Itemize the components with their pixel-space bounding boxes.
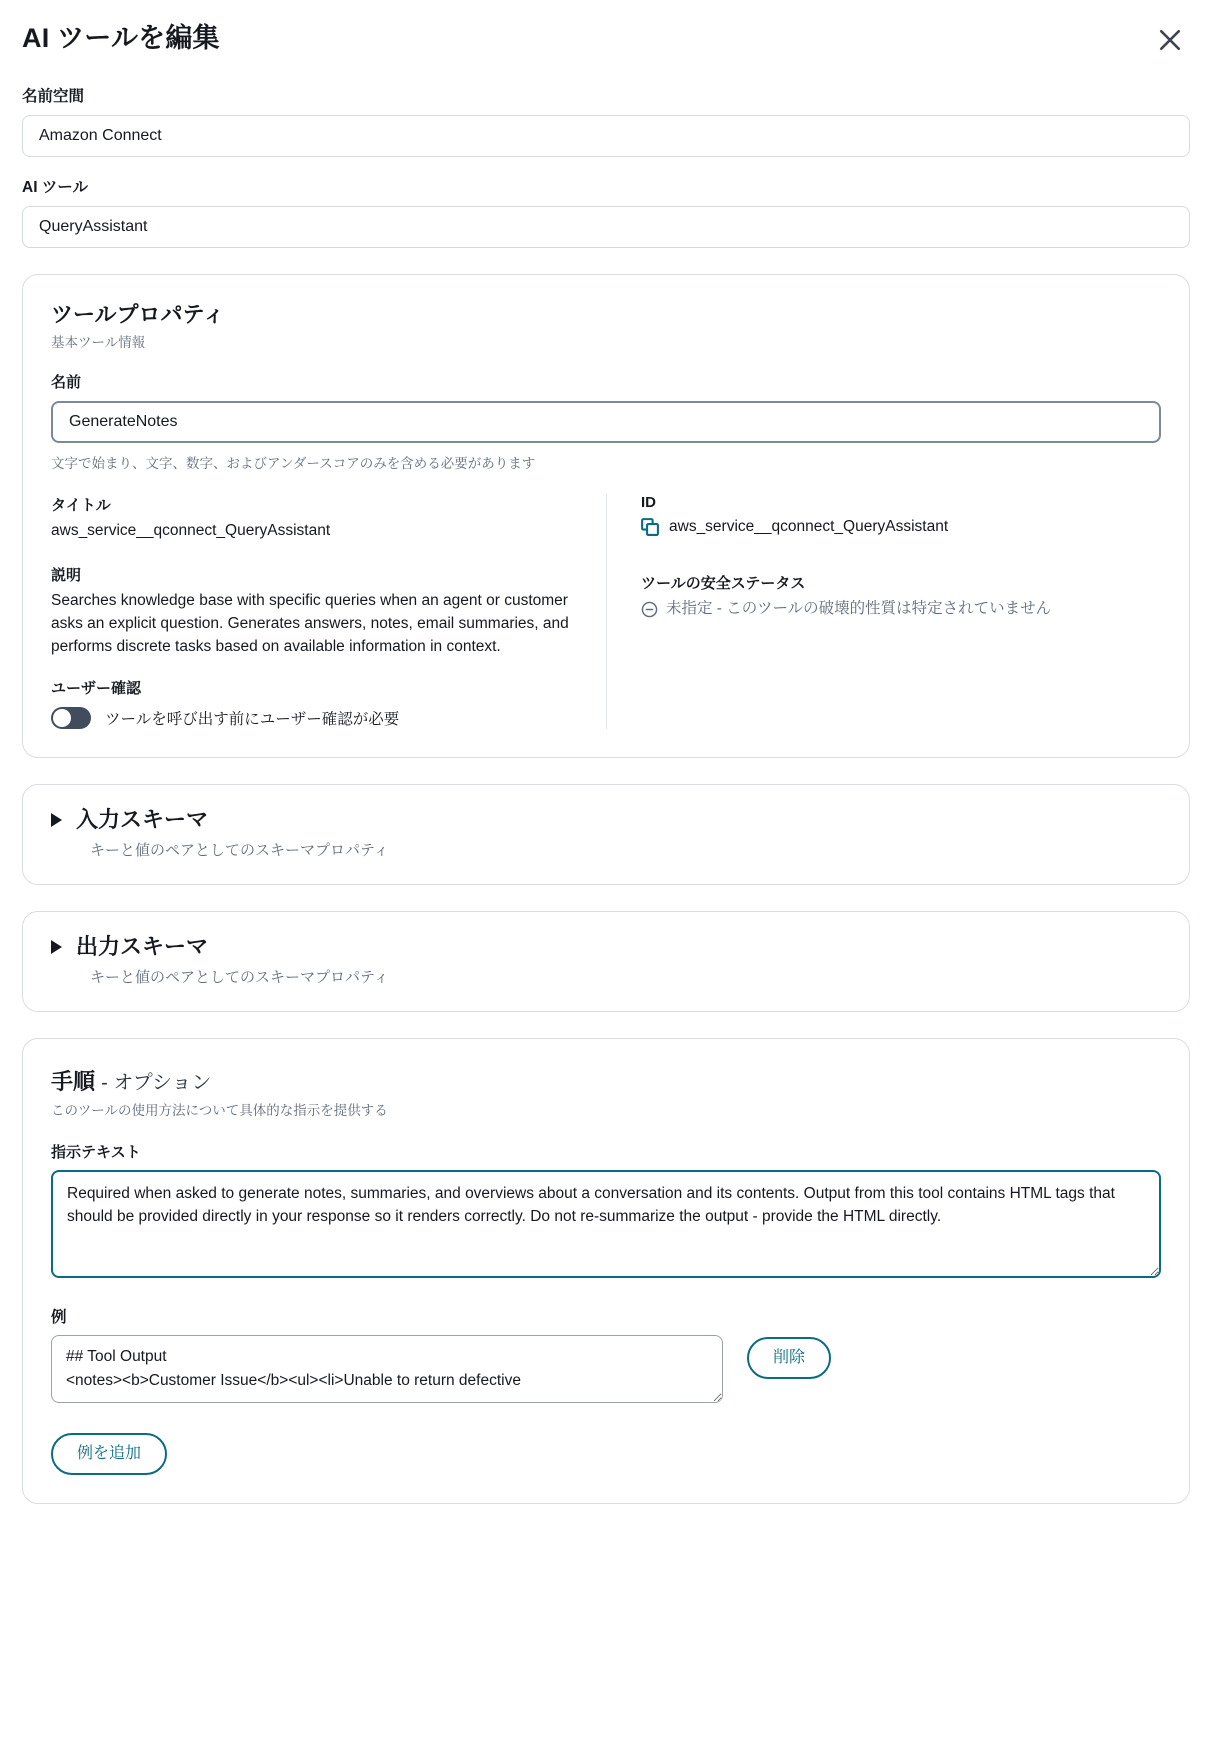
tool-safety-label: ツールの安全ステータス: [641, 574, 806, 592]
minus-circle-icon: [641, 601, 658, 625]
tool-id-value: aws_service__qconnect_QueryAssistant: [669, 517, 949, 535]
output-schema-section[interactable]: [22, 911, 1190, 1012]
tool-description-value: Searches knowledge base with specific queries when an agent or customer asks an explicit question. Generates answers, notes, email summaries, and performs discrete tasks based on available information in context.: [51, 592, 569, 655]
ai-tool-input[interactable]: [22, 206, 1190, 248]
tool-id-row: [641, 516, 1161, 542]
delete-example-button[interactable]: 削除: [747, 1337, 831, 1378]
instructions-title-text: 手順: [51, 1069, 96, 1095]
namespace-field: [22, 84, 1190, 157]
modal-header: [22, 18, 1190, 66]
instructions-subtitle: このツールの使用方法について具体的な指示を提供する: [51, 1103, 388, 1119]
tool-id-label: ID: [641, 493, 656, 511]
namespace-input[interactable]: [22, 115, 1190, 157]
tool-safety-value: 未指定 - このツールの破壊的性質は特定されていません: [666, 599, 1052, 617]
tool-meta-grid: [51, 494, 1161, 729]
instructions-optional-suffix: - オプション: [101, 1072, 212, 1095]
output-schema-header[interactable]: [51, 934, 1161, 960]
instructions-title: [51, 1065, 1161, 1096]
instruction-text-label: 指示テキスト: [51, 1144, 141, 1162]
tool-meta-right: [606, 494, 1161, 729]
examples-label: 例: [51, 1309, 67, 1327]
example-row: [51, 1335, 1161, 1403]
tool-name-input[interactable]: [51, 401, 1161, 443]
input-schema-subtitle: キーと値のペアとしてのスキーマプロパティ: [90, 842, 389, 860]
tool-name-label: 名前: [51, 373, 82, 391]
tool-name-hint: 文字で始まり、文字、数字、およびアンダースコアのみを含める必要があります: [51, 455, 536, 471]
input-schema-header[interactable]: [51, 807, 1161, 833]
chevron-right-icon: [51, 940, 62, 954]
user-confirmation-block: [51, 677, 582, 729]
user-confirmation-label: ユーザー確認: [51, 679, 142, 697]
chevron-right-icon: [51, 813, 62, 827]
tool-properties-subtitle: 基本ツール情報: [51, 334, 146, 350]
input-schema-section[interactable]: [22, 784, 1190, 885]
instructions-card: [22, 1038, 1190, 1503]
tool-properties-card: [22, 274, 1190, 758]
tool-title-label: タイトル: [51, 496, 111, 514]
example-input[interactable]: [51, 1335, 723, 1403]
add-example-button[interactable]: 例を追加: [51, 1433, 167, 1474]
page-title: AI ツールを編集: [22, 23, 220, 53]
namespace-label: 名前空間: [22, 88, 85, 105]
tool-description-label: 説明: [51, 567, 82, 585]
add-example-wrap: [51, 1433, 1161, 1474]
ai-tool-label: AI ツール: [22, 179, 88, 196]
tool-title-value: aws_service__qconnect_QueryAssistant: [51, 521, 331, 539]
input-schema-title: 入力スキーマ: [76, 806, 209, 832]
toggle-knob: [53, 709, 71, 727]
user-confirmation-toggle-label: ツールを呼び出す前にユーザー確認が必要: [105, 710, 400, 728]
instruction-text-input[interactable]: [51, 1170, 1161, 1278]
status-badge: [641, 598, 1161, 625]
output-schema-title: 出力スキーマ: [76, 934, 209, 960]
user-confirmation-toggle[interactable]: [51, 707, 91, 729]
ai-tool-field: [22, 175, 1190, 248]
user-confirmation-toggle-row: [51, 707, 582, 729]
tool-meta-left: [51, 494, 606, 729]
close-button[interactable]: [1150, 20, 1190, 60]
output-schema-subtitle: キーと値のペアとしてのスキーマプロパティ: [90, 969, 389, 987]
copy-icon[interactable]: [641, 518, 660, 542]
tool-properties-title: ツールプロパティ: [51, 302, 225, 327]
close-icon: [1155, 25, 1185, 55]
